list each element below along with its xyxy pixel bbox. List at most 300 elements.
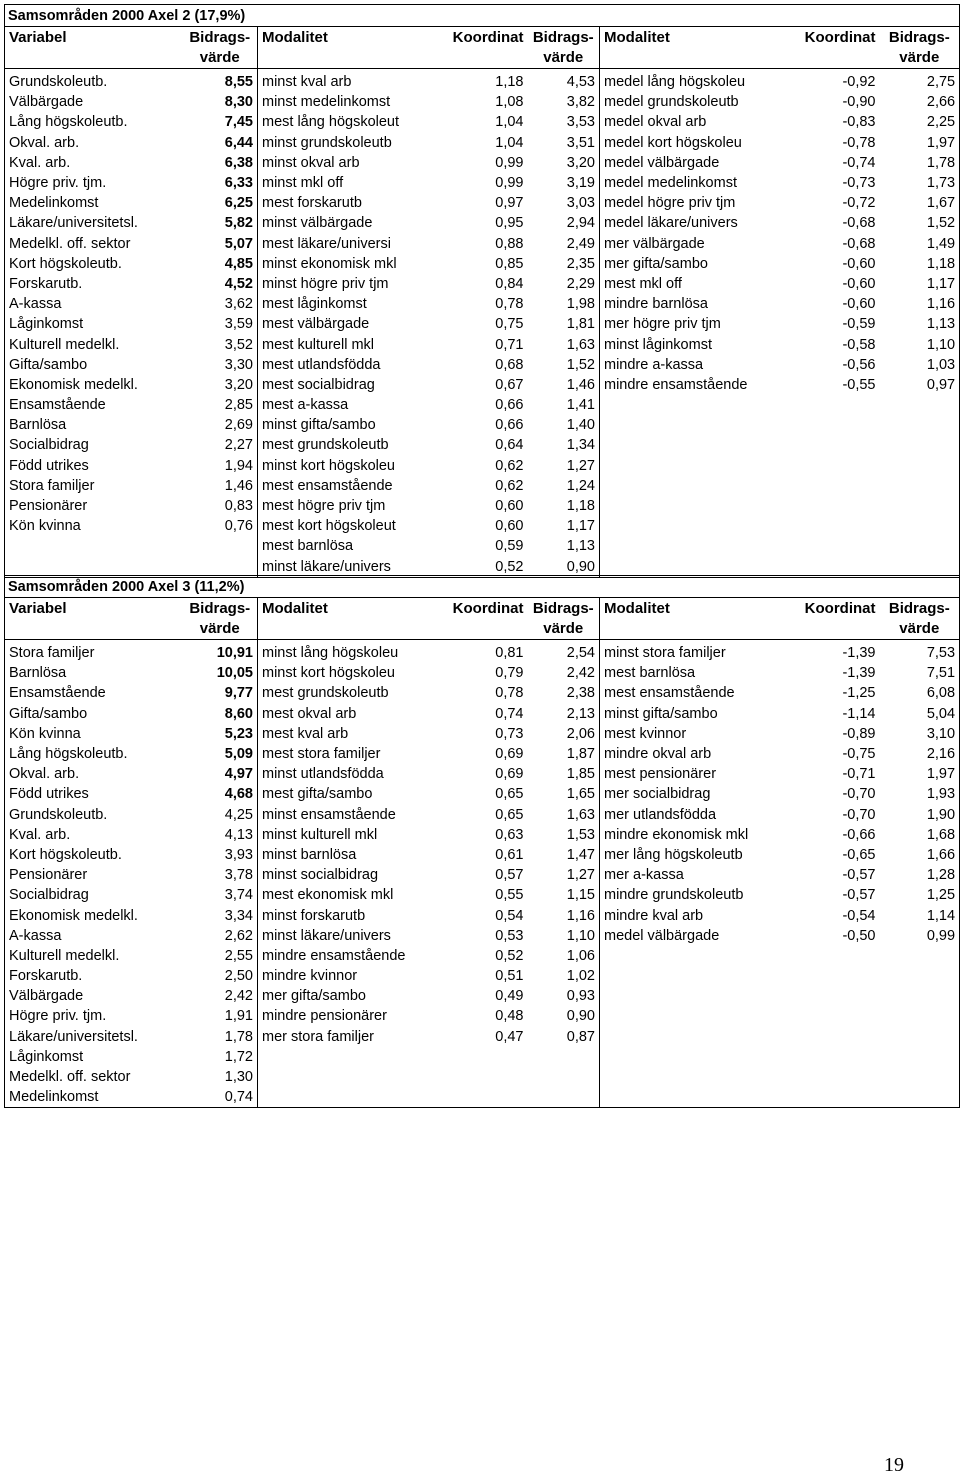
modality-name: mindre okval arb [604, 746, 712, 763]
modality-contribution: 1,18 [880, 254, 960, 274]
modality-name: minst gifta/sambo [604, 705, 718, 722]
modality-coordinate: -0,92 [842, 74, 876, 91]
variable-contribution: 8,30 [183, 92, 258, 112]
header-blank [782, 48, 880, 69]
section-title-row [5, 576, 960, 598]
modality-coordinate: 0,99 [495, 154, 524, 171]
modality-coordinate: 0,52 [495, 947, 524, 964]
variable-contribution: 4,68 [183, 784, 258, 804]
modality-name: minst högre priv tjm [262, 275, 389, 292]
empty-cell [600, 1087, 782, 1108]
table-row [5, 536, 960, 556]
modality-contribution: 6,08 [880, 683, 960, 703]
modality-name: mer a-kassa [604, 867, 684, 884]
modality-coordinate: -1,39 [842, 645, 876, 662]
header-bidrag: Bidrags- [880, 598, 960, 620]
variable-name: Okval. arb. [5, 133, 183, 153]
modality-coordinate: 0,78 [495, 296, 524, 313]
axis3-table [4, 575, 960, 1108]
modality-contribution: 1,90 [880, 805, 960, 825]
variable-contribution: 1,78 [183, 1027, 258, 1047]
variable-contribution: 3,62 [183, 294, 258, 314]
modality-contribution: 1,49 [880, 234, 960, 254]
modality-name: mindre barnlösa [604, 296, 708, 313]
modality-name: mest kulturell mkl [262, 336, 374, 353]
modality-name: minst grundskoleutb [262, 134, 392, 151]
variable-name: Läkare/universitetsl. [5, 213, 183, 233]
modality-contribution: 1,46 [528, 375, 600, 395]
table-row [5, 496, 960, 516]
empty-cell [880, 986, 960, 1006]
empty-cell [600, 1047, 782, 1067]
modality-contribution: 1,17 [528, 516, 600, 536]
header-bidrag: Bidrags- [183, 598, 258, 620]
modality-contribution: 5,04 [880, 704, 960, 724]
modality-contribution: 2,13 [528, 704, 600, 724]
variable-name: Låginkomst [5, 314, 183, 334]
variable-contribution: 2,85 [183, 395, 258, 415]
empty-cell [782, 1006, 880, 1026]
modality-name: mest låginkomst [262, 296, 367, 313]
modality-coordinate: 0,48 [495, 1008, 524, 1025]
table-row [5, 456, 960, 476]
modality-name: minst kort högskoleu [262, 457, 395, 474]
variable-name: Stora familjer [5, 476, 183, 496]
modality-name: mer stora familjer [262, 1028, 374, 1045]
modality-name: medel kort högskoleu [604, 134, 742, 151]
modality-name: minst läkare/univers [258, 557, 436, 578]
modality-contribution: 2,25 [880, 112, 960, 132]
variable-contribution: 1,46 [183, 476, 258, 496]
empty-cell [880, 1006, 960, 1026]
section-title-row [5, 5, 960, 27]
modality-name: minst låginkomst [604, 336, 712, 353]
variable-name: Kval. arb. [5, 825, 183, 845]
empty-cell [600, 395, 782, 415]
modality-contribution: 1,27 [528, 865, 600, 885]
header-modalitet: Modalitet [600, 598, 782, 620]
modality-name: minst socialbidrag [262, 867, 379, 884]
table-row [5, 92, 960, 112]
modality-contribution: 0,90 [528, 557, 600, 578]
variable-contribution: 3,30 [183, 355, 258, 375]
empty-cell [258, 1047, 436, 1067]
variable-contribution: 5,09 [183, 744, 258, 764]
modality-coordinate: 1,04 [495, 134, 524, 151]
modality-coordinate: -0,68 [842, 235, 876, 252]
empty-cell [528, 1087, 600, 1108]
modality-name: minst kval arb [262, 74, 352, 91]
modality-name: mer välbärgade [604, 235, 705, 252]
modality-contribution: 3,19 [528, 173, 600, 193]
empty-cell [880, 395, 960, 415]
empty-cell [436, 1087, 528, 1108]
modality-name: mest gifta/sambo [262, 786, 373, 803]
variable-name: Gifta/sambo [5, 355, 183, 375]
table-row [5, 986, 960, 1006]
modality-coordinate: 0,60 [495, 518, 524, 535]
modality-contribution: 1,53 [528, 825, 600, 845]
modality-contribution: 1,02 [528, 966, 600, 986]
variable-name: A-kassa [5, 294, 183, 314]
variable-name: Ensamstående [5, 395, 183, 415]
modality-contribution: 2,38 [528, 683, 600, 703]
empty-cell [782, 536, 880, 556]
modality-name: minst forskarutb [262, 907, 366, 924]
modality-name: mest socialbidrag [262, 376, 375, 393]
modality-name: mest mkl off [604, 275, 682, 292]
variable-name: Ensamstående [5, 683, 183, 703]
variable-name: Högre priv. tjm. [5, 1006, 183, 1026]
modality-contribution: 2,54 [528, 640, 600, 664]
modality-contribution: 1,67 [880, 193, 960, 213]
modality-contribution: 2,94 [528, 213, 600, 233]
table-row [5, 966, 960, 986]
modality-name: minst stora familjer [604, 645, 726, 662]
variable-contribution: 0,83 [183, 496, 258, 516]
modality-coordinate: 0,59 [495, 538, 524, 555]
header-bidrag: Bidrags- [528, 598, 600, 620]
table-row [5, 476, 960, 496]
modality-contribution: 4,53 [528, 69, 600, 93]
variable-name: Ekonomisk medelkl. [5, 375, 183, 395]
variable-name: Låginkomst [5, 1047, 183, 1067]
table-row [5, 193, 960, 213]
table-row [5, 663, 960, 683]
modality-name: mindre ensamstående [604, 376, 748, 393]
empty-cell [782, 966, 880, 986]
modality-contribution: 1,13 [528, 536, 600, 556]
variable-name: Född utrikes [5, 784, 183, 804]
modality-coordinate: 0,99 [495, 175, 524, 192]
empty-cell [258, 1067, 436, 1087]
header-row [5, 598, 960, 620]
variable-name: Välbärgade [5, 92, 183, 112]
variable-contribution: 4,13 [183, 825, 258, 845]
modality-name: medel läkare/univers [604, 215, 738, 232]
variable-contribution: 4,97 [183, 764, 258, 784]
empty-cell [880, 946, 960, 966]
table-row [5, 415, 960, 435]
modality-coordinate: 0,61 [495, 846, 524, 863]
variable-name: Forskarutb. [5, 274, 183, 294]
modality-name: minst läkare/univers [262, 927, 391, 944]
modality-coordinate: -0,65 [842, 846, 876, 863]
variable-name: Medelkl. off. sektor [5, 1067, 183, 1087]
empty-cell [600, 946, 782, 966]
modality-name: minst kort högskoleu [262, 665, 395, 682]
modality-contribution: 3,10 [880, 724, 960, 744]
table-row [5, 704, 960, 724]
modality-coordinate: 0,69 [495, 746, 524, 763]
modality-contribution: 1,98 [528, 294, 600, 314]
modality-contribution: 0,87 [528, 1027, 600, 1047]
variable-contribution: 5,82 [183, 213, 258, 233]
modality-name: mer lång högskoleutb [604, 846, 743, 863]
modality-name: medel välbärgade [604, 927, 720, 944]
header-blank [258, 619, 436, 640]
modality-name: minst gifta/sambo [262, 417, 376, 434]
header-blank [600, 619, 782, 640]
modality-name: medel medelinkomst [604, 175, 737, 192]
modality-contribution: 1,68 [880, 825, 960, 845]
table-row [5, 274, 960, 294]
modality-contribution: 2,35 [528, 254, 600, 274]
modality-contribution: 7,53 [880, 640, 960, 664]
modality-name: medel högre priv tjm [604, 195, 736, 212]
variable-contribution: 3,74 [183, 885, 258, 905]
modality-coordinate: -0,73 [842, 175, 876, 192]
empty-cell [528, 1047, 600, 1067]
empty-cell [782, 946, 880, 966]
modality-name: mest barnlösa [262, 538, 354, 555]
modality-name: mest lång högskoleut [262, 114, 400, 131]
empty-cell [782, 435, 880, 455]
modality-name: mest a-kassa [262, 397, 349, 414]
variable-contribution: 3,52 [183, 334, 258, 354]
modality-name: minst barnlösa [262, 846, 357, 863]
header-varde: värde [528, 619, 600, 640]
modality-coordinate: -0,89 [842, 725, 876, 742]
modality-contribution: 1,10 [880, 334, 960, 354]
modality-coordinate: -0,70 [842, 786, 876, 803]
table-row [5, 435, 960, 455]
variable-name: Lång högskoleutb. [5, 744, 183, 764]
header-koordinat: Koordinat [782, 598, 880, 620]
modality-coordinate: 0,67 [495, 376, 524, 393]
table-row [5, 946, 960, 966]
modality-name: mindre kval arb [604, 907, 704, 924]
axis2-table-body [5, 5, 960, 578]
variable-contribution: 6,25 [183, 193, 258, 213]
modality-name: minst ekonomisk mkl [262, 255, 397, 272]
empty-cell [600, 1027, 782, 1047]
table-row [5, 69, 960, 93]
modality-name: mest stora familjer [262, 746, 381, 763]
empty-cell [528, 1067, 600, 1087]
empty-cell [880, 1087, 960, 1108]
empty-cell [600, 966, 782, 986]
variable-name: Kulturell medelkl. [5, 334, 183, 354]
empty-cell [880, 456, 960, 476]
table-row [5, 395, 960, 415]
modality-name: mest välbärgade [262, 316, 370, 333]
modality-contribution: 1,06 [528, 946, 600, 966]
modality-coordinate: -0,55 [842, 376, 876, 393]
variable-contribution: 3,20 [183, 375, 258, 395]
empty-cell [600, 476, 782, 496]
modality-name: mest kort högskoleut [262, 518, 396, 535]
variable-contribution: 4,52 [183, 274, 258, 294]
empty-cell [436, 1067, 528, 1087]
modality-contribution: 1,16 [880, 294, 960, 314]
empty-cell [258, 1087, 436, 1108]
empty-cell [782, 415, 880, 435]
empty-cell [600, 415, 782, 435]
modality-coordinate: 0,97 [495, 195, 524, 212]
modality-contribution: 1,97 [880, 764, 960, 784]
header-varde: värde [528, 48, 600, 69]
table-row [5, 764, 960, 784]
modality-coordinate: 0,81 [495, 645, 524, 662]
header-modalitet: Modalitet [258, 27, 436, 49]
modality-coordinate: -0,83 [842, 114, 876, 131]
modality-coordinate: 1,08 [495, 94, 524, 111]
table-row [5, 1047, 960, 1067]
modality-coordinate: -0,59 [842, 316, 876, 333]
modality-name: mer högre priv tjm [604, 316, 721, 333]
empty-cell [880, 415, 960, 435]
variable-name: Välbärgade [5, 986, 183, 1006]
modality-contribution: 2,29 [528, 274, 600, 294]
table-row [5, 314, 960, 334]
table-row [5, 294, 960, 314]
empty-cell [5, 536, 183, 556]
modality-coordinate: 0,95 [495, 215, 524, 232]
variable-name: Grundskoleutb. [5, 805, 183, 825]
modality-contribution: 1,73 [880, 173, 960, 193]
modality-contribution: 3,51 [528, 133, 600, 153]
variable-contribution: 6,44 [183, 133, 258, 153]
modality-coordinate: -1,14 [842, 705, 876, 722]
table-row [5, 375, 960, 395]
modality-coordinate: 1,04 [495, 114, 524, 131]
empty-cell [880, 966, 960, 986]
modality-name: mest kvinnor [604, 725, 687, 742]
table-row [5, 133, 960, 153]
variable-name: Kön kvinna [5, 516, 183, 536]
modality-name: medel okval arb [604, 114, 707, 131]
header-varde: värde [880, 619, 960, 640]
variable-name: Grundskoleutb. [5, 69, 183, 93]
variable-name: Socialbidrag [5, 885, 183, 905]
empty-cell [600, 496, 782, 516]
modality-coordinate: -1,25 [842, 685, 876, 702]
variable-name: Stora familjer [5, 640, 183, 664]
modality-contribution: 2,42 [528, 663, 600, 683]
modality-coordinate: 0,57 [495, 867, 524, 884]
variable-name: Kön kvinna [5, 724, 183, 744]
table-row [5, 1067, 960, 1087]
modality-contribution: 1,14 [880, 905, 960, 925]
modality-contribution: 0,93 [528, 986, 600, 1006]
table-row [5, 213, 960, 233]
table-row [5, 516, 960, 536]
modality-coordinate: 0,66 [495, 397, 524, 414]
axis2-table [4, 4, 960, 578]
variable-name: Kval. arb. [5, 153, 183, 173]
empty-cell [782, 456, 880, 476]
modality-name: medel grundskoleutb [604, 94, 739, 111]
empty-cell [782, 395, 880, 415]
modality-contribution: 7,51 [880, 663, 960, 683]
modality-name: mer utlandsfödda [604, 806, 717, 823]
modality-name: mindre a-kassa [604, 356, 704, 373]
variable-contribution: 5,23 [183, 724, 258, 744]
modality-name: mest forskarutb [262, 195, 362, 212]
header-blank [436, 48, 528, 69]
modality-contribution: 3,03 [528, 193, 600, 213]
modality-contribution: 3,53 [528, 112, 600, 132]
variable-contribution: 2,27 [183, 435, 258, 455]
variable-contribution: 2,50 [183, 966, 258, 986]
modality-contribution: 0,97 [880, 375, 960, 395]
variable-name: Lång högskoleutb. [5, 112, 183, 132]
variable-contribution: 4,85 [183, 254, 258, 274]
modality-name: medel välbärgade [604, 154, 720, 171]
modality-contribution: 1,65 [528, 784, 600, 804]
modality-coordinate: 0,62 [495, 477, 524, 494]
modality-contribution: 1,47 [528, 845, 600, 865]
variable-name: Gifta/sambo [5, 704, 183, 724]
modality-name: mest barnlösa [604, 665, 696, 682]
variable-contribution: 3,78 [183, 865, 258, 885]
modality-coordinate: -0,54 [842, 907, 876, 924]
table-row [5, 254, 960, 274]
modality-coordinate: 0,68 [495, 356, 524, 373]
modality-coordinate: 0,47 [495, 1028, 524, 1045]
table-row [5, 825, 960, 845]
modality-coordinate: -0,60 [842, 255, 876, 272]
modality-contribution: 1,24 [528, 476, 600, 496]
table-row [5, 355, 960, 375]
modality-coordinate: -0,58 [842, 336, 876, 353]
table-row [5, 112, 960, 132]
variable-contribution: 2,62 [183, 926, 258, 946]
header-bidrag: Bidrags- [183, 27, 258, 49]
empty-cell [880, 516, 960, 536]
header-blank [5, 619, 183, 640]
modality-contribution: 1,10 [528, 926, 600, 946]
header-row [5, 27, 960, 49]
variable-name: Medelinkomst [5, 1087, 183, 1108]
table-row [5, 234, 960, 254]
modality-coordinate: -1,39 [842, 665, 876, 682]
variable-name: Kort högskoleutb. [5, 254, 183, 274]
variable-contribution: 9,77 [183, 683, 258, 703]
modality-name: mest ensamstående [262, 477, 393, 494]
table-row [5, 885, 960, 905]
variable-name: Läkare/universitetsl. [5, 1027, 183, 1047]
header-blank [5, 48, 183, 69]
modality-name: mest kval arb [262, 725, 349, 742]
variable-contribution: 1,72 [183, 1047, 258, 1067]
variable-contribution: 8,60 [183, 704, 258, 724]
modality-name: mest utlandsfödda [262, 356, 381, 373]
empty-cell [880, 1027, 960, 1047]
modality-coordinate: 0,88 [495, 235, 524, 252]
modality-coordinate: -0,57 [842, 887, 876, 904]
variable-contribution: 10,91 [183, 640, 258, 664]
axis3-table-body [5, 576, 960, 1108]
modality-coordinate: -0,66 [842, 826, 876, 843]
modality-contribution: 2,75 [880, 69, 960, 93]
modality-coordinate: 0,54 [495, 907, 524, 924]
variable-name: Pensionärer [5, 865, 183, 885]
empty-cell [782, 1027, 880, 1047]
empty-cell [782, 1087, 880, 1108]
empty-cell [600, 1006, 782, 1026]
empty-cell [600, 516, 782, 536]
table-row [5, 926, 960, 946]
modality-coordinate: 0,52 [436, 557, 528, 578]
header-variabel: Variabel [5, 598, 183, 620]
empty-cell [880, 536, 960, 556]
modality-coordinate: 0,85 [495, 255, 524, 272]
variable-name: Socialbidrag [5, 435, 183, 455]
modality-name: minst medelinkomst [262, 94, 391, 111]
table-row [5, 905, 960, 925]
